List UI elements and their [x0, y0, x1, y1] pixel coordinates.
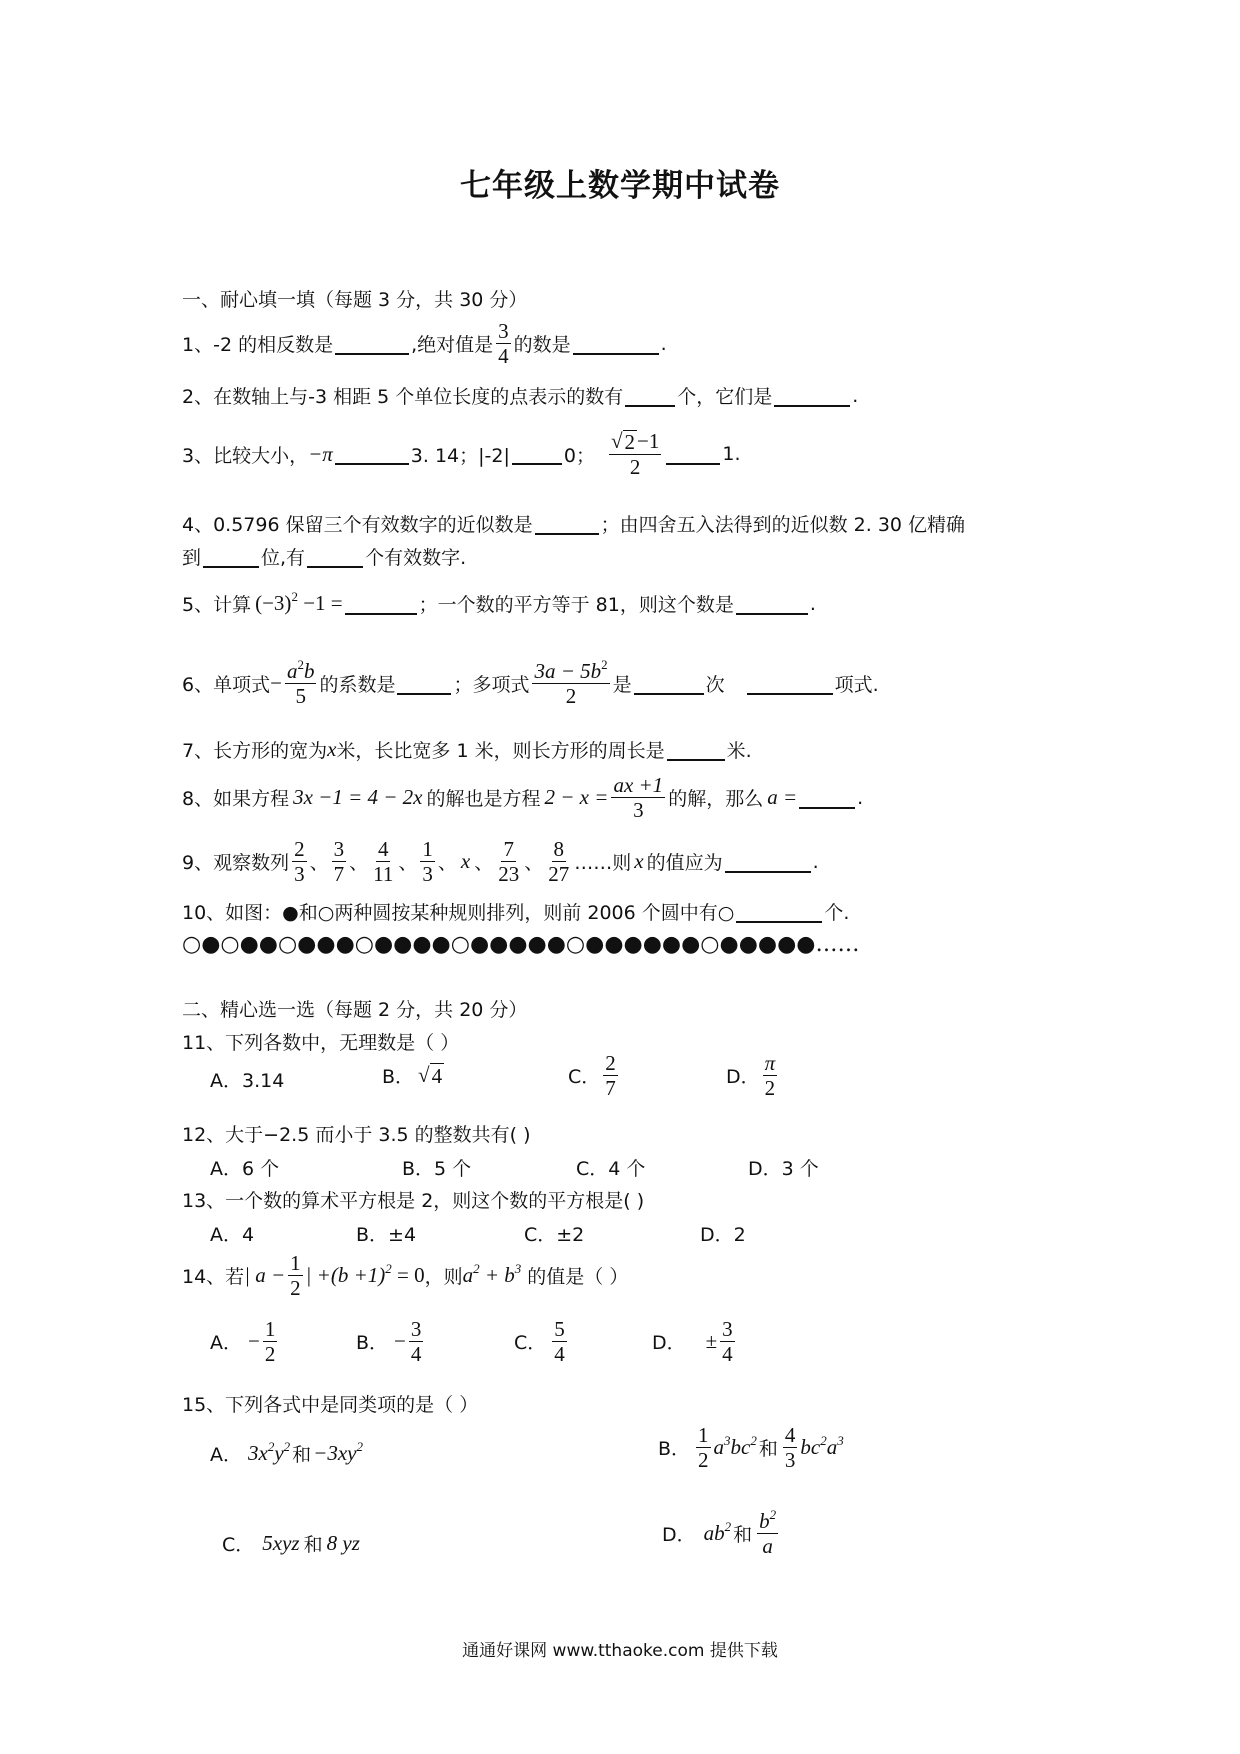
q9-text-a: 9、观察数列	[182, 852, 290, 875]
question-5	[182, 590, 816, 617]
question-9: 9、观察数列 $\frac{2}{3}$ 、 $\frac{3}{7}$ 、 $\frac{4}{11}$ 、 $\frac{1}{3}$ 、 x 、 $\frac{7}{23}$ 、 $\frac{8}{27}$ ……则 x 的值应为 .	[182, 837, 819, 887]
q8-a-var: a =	[767, 785, 798, 810]
q3-text-a: 3、比较大小，	[182, 444, 309, 467]
q10-end: 个.	[824, 902, 850, 924]
q8-text-a: 8、如果方程	[182, 788, 290, 811]
q1-end: .	[660, 332, 667, 355]
q3-fraction: √ 2 −1 2	[610, 429, 660, 480]
q6-fraction-1: $\frac{a^2b}{5}$	[286, 657, 315, 709]
q2-blank-1[interactable]	[625, 385, 675, 407]
q14-text-a: 14、若	[182, 1266, 245, 1289]
q4-text-a: 4、0.5796 保留三个有效数字的近似数是	[182, 514, 533, 536]
q9-frac-1: $\frac{2}{3}$	[294, 837, 305, 887]
q1-text-b: ,绝对值是	[411, 334, 494, 357]
q13-option-c[interactable]: C．±2	[524, 1224, 585, 1246]
q7-blank[interactable]	[667, 739, 725, 761]
q14-option-a[interactable]: A． − $\frac{1}{2}$	[210, 1317, 276, 1367]
q9-frac-3: $\frac{4}{11}$	[373, 837, 394, 887]
q15-option-c[interactable]: C． 5xyz 和 8 yz	[222, 1531, 360, 1556]
q6-neg: −	[270, 671, 282, 696]
q6-fraction-2: $\frac{3a - 5b^2}{2}$	[534, 657, 608, 709]
q11-option-c[interactable]: C． $\frac{2}{7}$	[568, 1051, 616, 1101]
q3-text-c: 0；	[563, 444, 595, 467]
question-7	[182, 736, 752, 763]
question-15: 15、下列各式中是同类项的是（ ）	[182, 1394, 479, 1416]
q4-text-b: ；由四舍五入法得到的近似数 2. 30 亿精确	[600, 514, 966, 536]
q5-end: .	[809, 592, 816, 615]
q6-text-b: 的系数是	[319, 674, 396, 697]
q7-text-c: 米.	[726, 740, 752, 762]
footer-source: 通通好课网 www.tthaoke.com 提供下载	[462, 1641, 778, 1661]
q7-text-b: 米，长比宽多 1 米，则长方形的周长是	[336, 740, 665, 762]
question-4-line-2	[182, 543, 466, 570]
question-3	[182, 430, 741, 478]
q6-text-e: 次	[705, 674, 725, 697]
q7-text-a: 7、长方形的宽为	[182, 740, 328, 762]
q13-option-b[interactable]: B．±4	[356, 1224, 417, 1246]
q14-fraction: $\frac{1}{2}$	[290, 1251, 301, 1301]
q11-option-a[interactable]: A．3.14	[210, 1070, 285, 1092]
q9-frac-5: $\frac{7}{23}$	[498, 837, 520, 887]
q14-text-c: 的值是（ ）	[527, 1266, 629, 1289]
q14-option-d[interactable]: D． ± $\frac{3}{4}$	[652, 1317, 733, 1367]
q11-option-d[interactable]: D． $\frac{\pi}{2}$	[726, 1051, 776, 1101]
q6-blank-3[interactable]	[747, 673, 833, 695]
q14-abs-b: | $+(b +1)^2 = 0$	[305, 1261, 425, 1288]
q5-expr: $(-3)^2 -1$ =	[255, 589, 343, 615]
q4-blank-3[interactable]	[307, 546, 363, 568]
q2-text-b: 个，它们是	[677, 386, 773, 408]
q9-x: x	[460, 849, 471, 874]
q5-blank-1[interactable]	[345, 593, 417, 615]
q9-text-b: ……则	[574, 852, 632, 875]
q6-text-a: 6、单项式	[182, 674, 271, 697]
q6-text-f: 项式.	[834, 674, 879, 697]
q2-blank-2[interactable]	[774, 385, 850, 407]
q5-text-a: 5、计算	[182, 594, 252, 616]
q9-blank[interactable]	[725, 851, 811, 873]
q1-blank-1[interactable]	[335, 333, 409, 355]
q8-fraction: $\frac{ax +1}{3}$	[613, 773, 664, 823]
q6-blank-2[interactable]	[634, 673, 704, 695]
q4-text-e: 个有效数字.	[365, 547, 467, 569]
q12-option-a[interactable]: A．6 个	[210, 1158, 280, 1180]
q1-text-c: 的数是	[513, 334, 571, 357]
q7-x: x	[327, 737, 337, 761]
q10-blank[interactable]	[736, 901, 822, 923]
q8-eq1: 3x −1 = 4 − 2x	[293, 785, 423, 810]
question-13: 13、一个数的算术平方根是 2，则这个数的平方根是( )	[182, 1190, 645, 1212]
q2-end: .	[852, 384, 859, 407]
q9-frac-6: $\frac{8}{27}$	[548, 837, 570, 887]
q2-text-a: 2、在数轴上与-3 相距 5 个单位长度的点表示的数有	[182, 386, 624, 408]
q8-eq2: 2 − x =	[544, 785, 609, 810]
question-10	[182, 898, 849, 925]
q8-blank[interactable]	[799, 787, 855, 809]
q10-text-a: 10、如图：●和○两种圆按某种规则排列，则前 2006 个圆中有○	[182, 902, 735, 924]
question-2	[182, 382, 858, 409]
q9-x2: x	[634, 849, 644, 874]
question-14	[182, 1252, 628, 1299]
q14-abs-a: | a −	[244, 1263, 286, 1288]
q13-option-a[interactable]: A．4	[210, 1224, 255, 1246]
q12-option-d[interactable]: D．3 个	[748, 1158, 819, 1180]
q15-option-b[interactable]: B． $\frac{1}{2}$ $a^3bc^2$ 和 $\frac{4}{3}$ $bc^2a^3$	[658, 1423, 844, 1473]
q1-fraction: $\frac{3}{4}$	[498, 319, 509, 369]
q9-end: .	[812, 850, 819, 873]
q1-blank-2[interactable]	[573, 333, 659, 355]
q14-option-b[interactable]: B． − $\frac{3}{4}$	[356, 1317, 422, 1367]
q3-end: 1.	[722, 443, 741, 466]
q8-text-c: 的解，那么	[668, 788, 764, 811]
q5-text-b: ；一个数的平方等于 81，则这个数是	[418, 594, 734, 616]
q9-text-c: 的值应为	[646, 852, 723, 875]
q4-text-c: 到	[182, 547, 202, 569]
question-4-line-1	[182, 510, 965, 537]
q14-option-c[interactable]: C． $\frac{5}{4}$	[514, 1317, 565, 1367]
q15-option-d[interactable]: D． $ab^2$ 和 $\frac{b^2}{a}$	[662, 1507, 777, 1559]
q6-text-c: ；多项式	[453, 674, 530, 697]
q4-text-d: 位,有	[261, 547, 306, 569]
question-6	[182, 657, 879, 709]
q10-circle-sequence: ○●○●●○●●●○●●●●○●●●●●○●●●●●●○●●●●●……	[182, 932, 860, 957]
q3-blank-3[interactable]	[666, 443, 720, 465]
q12-option-c[interactable]: C．4 个	[576, 1158, 646, 1180]
q15-option-a[interactable]: A． $3x^2y^2$ 和 $-3xy^2$	[210, 1439, 363, 1466]
q3-blank-2[interactable]	[512, 443, 562, 465]
q3-blank-1[interactable]	[335, 443, 409, 465]
q12-option-b[interactable]: B．5 个	[402, 1158, 472, 1180]
q11-option-b[interactable]: B． √ 4	[382, 1062, 443, 1088]
section-2-heading: 二、精心选一选（每题 2 分，共 20 分）	[182, 999, 528, 1021]
q3-text-b: 3. 14；|-2|	[410, 444, 510, 467]
q6-blank-1[interactable]	[397, 673, 451, 695]
question-1	[182, 320, 667, 367]
page-title: 七年级上数学期中试卷	[460, 168, 780, 204]
question-11: 11、下列各数中，无理数是（ ）	[182, 1032, 460, 1054]
q14-text-b: ，则	[424, 1266, 463, 1289]
question-12: 12、大于−2.5 而小于 3.5 的整数共有( )	[182, 1124, 531, 1146]
q9-frac-2: $\frac{3}{7}$	[333, 837, 345, 887]
q4-blank-2[interactable]	[203, 546, 259, 568]
q4-blank-1[interactable]	[535, 513, 599, 535]
q5-blank-2[interactable]	[736, 593, 808, 615]
q8-text-b: 的解也是方程	[426, 788, 541, 811]
q14-expr: $a^2 + b^3$	[462, 1261, 522, 1288]
q6-text-d: 是	[612, 674, 632, 697]
question-8	[182, 774, 863, 821]
q3-neg-pi: −π	[308, 441, 333, 466]
q1-text-a: 1、-2 的相反数是	[182, 334, 334, 357]
q9-frac-4: $\frac{1}{3}$	[422, 837, 433, 887]
q8-end: .	[857, 786, 864, 809]
q13-option-d[interactable]: D．2	[700, 1224, 746, 1246]
section-1-heading: 一、耐心填一填（每题 3 分，共 30 分）	[182, 289, 528, 311]
